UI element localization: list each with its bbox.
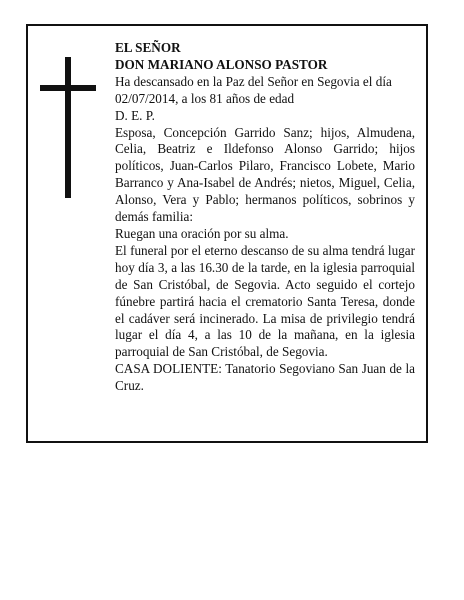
dep-abbreviation: D. E. P.: [115, 107, 155, 123]
funeral-details: El funeral por el eterno descanso de su alma tendrá lugar hoy día 3, a las 16.30 de la tarde, en la iglesia parroquial de San Cristóbal, de Segovia. Acto seguido el cortejo fúnebre partirá hacia el crematorio Santa Teresa, donde el cadáver será incinerado. La misa de privilegio tendrá lugar el día 4, a las 10 de la mañana, en la iglesia parroquial de San Cristóbal, de Segovia.: [115, 242, 415, 360]
death-notice: Ha descansado en la Paz del Señor en Segovia el día 02/07/2014, a los 81 años de edad: [115, 73, 392, 106]
mourning-house: CASA DOLIENTE: Tanatorio Segoviano San Juan de la Cruz.: [115, 361, 415, 394]
obituary-text: [115, 40, 415, 395]
obituary-frame: [26, 24, 428, 443]
cross-horizontal-bar: [40, 85, 96, 91]
family-list: Esposa, Concepción Garrido Sanz; hijos, Almudena, Celia, Beatriz e Ildefonso Alonso Garrido; hijos políticos, Juan-Carlos Pilaro, Francisco Lobete, Mario Barranco y Ana-Isabel de Andrés; nietos, Miguel, Celia, Alonso, Vera y Pablo; hermanos políticos, sobrinos y demás familia:: [115, 124, 415, 225]
prayer-request: Ruegan una oración por su alma.: [115, 225, 289, 241]
obituary-title-line1: EL SEÑOR: [115, 40, 181, 55]
deceased-name: DON MARIANO ALONSO PASTOR: [115, 56, 328, 72]
latin-cross-icon: [40, 57, 96, 198]
cross-vertical-bar: [65, 57, 71, 198]
